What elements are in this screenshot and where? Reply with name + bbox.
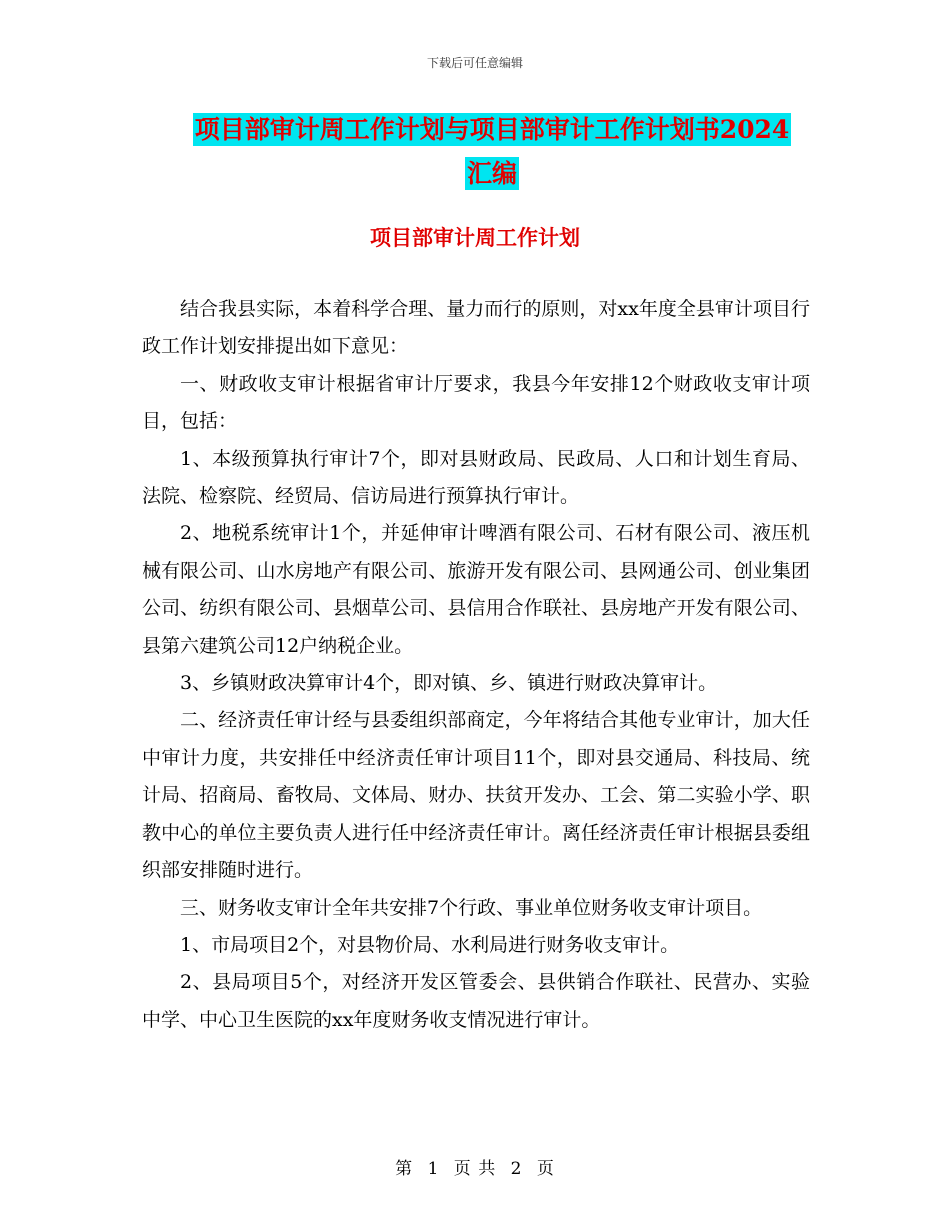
paragraph: 1、本级预算执行审计7个，即对县财政局、民政局、人口和计划生育局、法院、检察院、经贸局、信访局进行预算执行审计。 <box>142 447 810 508</box>
paragraph: 3、乡镇财政决算审计4个，即对镇、乡、镇进行财政决算审计。 <box>180 672 718 695</box>
paragraph: 2、地税系统审计1个，并延伸审计啤酒有限公司、石材有限公司、液压机械有限公司、山水房地产有限公司、旅游开发有限公司、县网通公司、创业集团公司、纺织有限公司、县烟草公司、县信用合作联社、县房地产开发有限公司、县第六建筑公司12户纳税企业。 <box>142 522 810 657</box>
page-footer <box>0 1154 950 1179</box>
footer-page-number: 1 <box>427 1159 440 1179</box>
footer-total-pages: 2 <box>510 1159 523 1179</box>
section-title: 项目部审计周工作计划 <box>370 225 580 250</box>
body-text <box>142 291 810 1039</box>
header-note: 下载后可任意编辑 <box>426 56 523 70</box>
paragraph: 三、财务收支审计全年共安排7个行政、事业单位财务收支审计项目。 <box>180 896 763 919</box>
footer-suffix: 页 <box>536 1159 555 1179</box>
paragraph: 结合我县实际，本着科学合理、量力而行的原则，对xx年度全县审计项目行政工作计划安排提出如下意见： <box>142 298 810 358</box>
footer-middle: 页 共 <box>453 1159 497 1179</box>
paragraph: 2、县局项目5个，对经济开发区管委会、县供销合作联社、民营办、实验中学、中心卫生医院的xx年度财务收支情况进行审计。 <box>142 971 810 1031</box>
document-title <box>140 108 844 196</box>
paragraph: 二、经济责任审计经与县委组织部商定，今年将结合其他专业审计，加大任中审计力度，共安排任中经济责任审计项目11个，即对县交通局、科技局、统计局、招商局、畜牧局、文体局、财办、扶贫开发办、工会、第二实验小学、职教中心的单位主要负责人进行任中经济责任审计。离任经济责任审计根据县委组织部安排随时进行。 <box>142 709 810 882</box>
document-title-line-1: 项目部审计周工作计划与项目部审计工作计划书2024 <box>194 115 790 144</box>
footer-prefix: 第 <box>395 1159 414 1179</box>
paragraph: 一、财政收支审计根据省审计厅要求，我县今年安排12个财政收支审计项目，包括： <box>142 372 810 433</box>
document-title-line-2: 汇编 <box>466 159 517 188</box>
paragraph: 1、市局项目2个，对县物价局、水利局进行财务收支审计。 <box>180 933 680 956</box>
